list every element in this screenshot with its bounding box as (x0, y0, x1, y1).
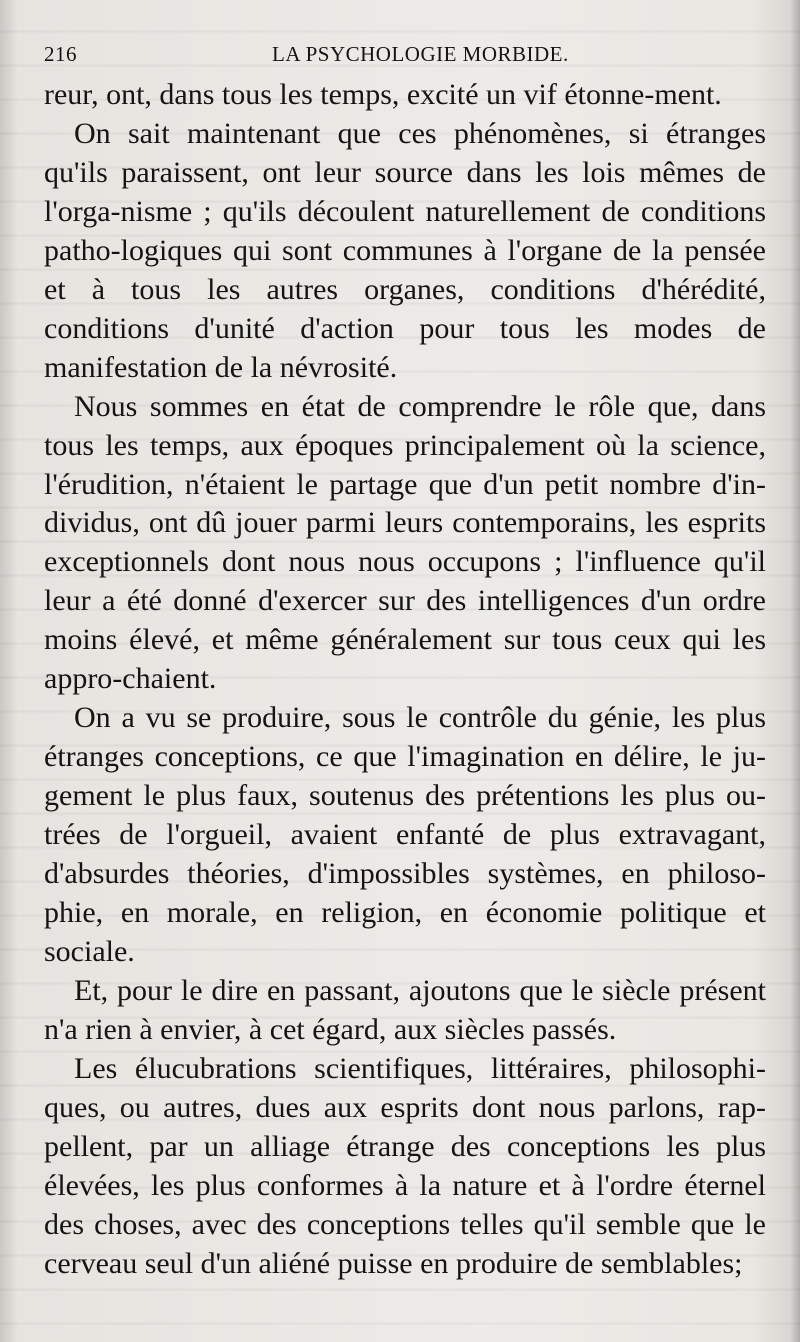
paragraph: On a vu se produire, sous le contrôle du génie, les plus étranges conceptions, ce que l'imagination en délire, le ju-gement le plus faux, soutenus des prétentions les plus ou-trées de l'orgueil, avaient enfanté de plus extravagant, d'absurdes théories, d'impossibles systèmes, en philoso-phie, en morale, en religion, en économie politique et sociale. (44, 701, 766, 968)
paragraph: Et, pour le dire en passant, ajoutons que le siècle présent n'a rien à envier, à cet égard, aux siècles passés. (44, 973, 766, 1046)
page-edge-shadow (790, 0, 800, 1342)
paragraph: On sait maintenant que ces phénomènes, si étranges qu'ils paraissent, ont leur source dans les lois mêmes de l'orga-nisme ; qu'ils découlent naturellement de conditions patho-logiques qui sont communes à l'organe de la pensée et à tous les autres organes, conditions d'hérédité, conditions d'unité d'action pour tous les modes de manifestation de la névrosité. (44, 116, 766, 384)
paragraph-continuation: reur, ont, dans tous les temps, excité un vif étonne-ment. (44, 78, 722, 111)
paragraph: Les élucubrations scientifiques, littéraires, philosophi-ques, ou autres, dues aux esprits dont nous parlons, rap-pellent, par un alliage étrange des conceptions les plus élevées, les plus conformes à la nature et à l'ordre éternel des choses, avec des conceptions telles qu'il semble que le cerveau seul d'un aliéné puisse en produire de semblables; (44, 1051, 766, 1280)
paragraph: Nous sommes en état de comprendre le rôle que, dans tous les temps, aux époques principalement où la science, l'érudition, n'étaient le partage que d'un petit nombre d'in-dividus, ont dû jouer parmi leurs contemporains, les esprits exceptionnels dont nous nous occupons ; l'influence qu'il leur a été donné d'exercer sur des intelligences d'un ordre moins élevé, et même généralement sur tous ceux qui les appro-chaient. (44, 389, 766, 696)
running-title: LA PSYCHOLOGIE MORBIDE. (272, 42, 569, 66)
page-number: 216 (44, 42, 77, 66)
body-text (44, 76, 766, 1284)
running-header (44, 34, 764, 74)
